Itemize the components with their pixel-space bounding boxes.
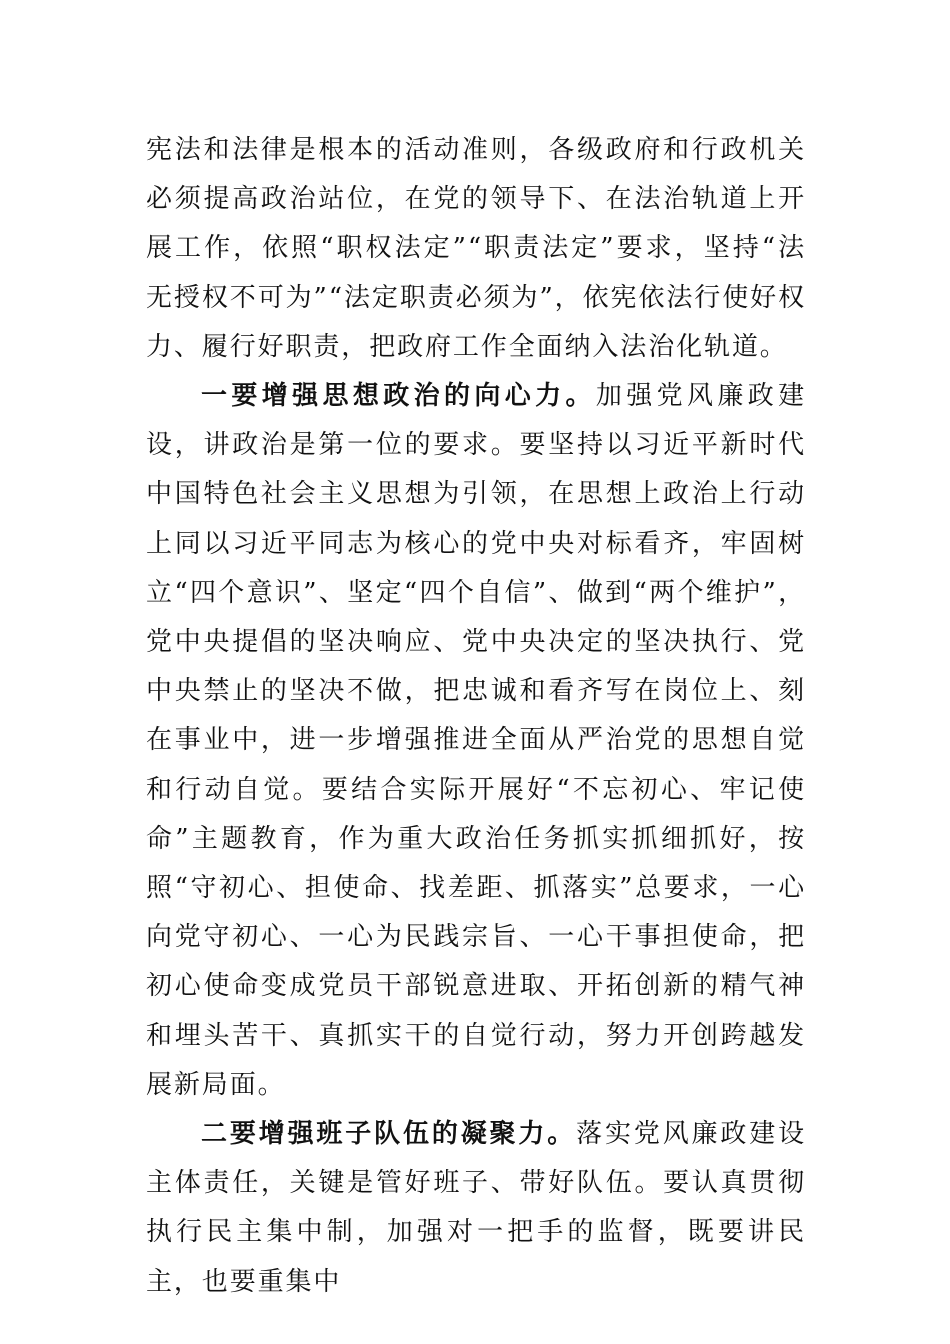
body-text	[146, 126, 806, 1307]
paragraph-text: 加强党风廉政建设，讲政治是第一位的要求。要坚持以习近平新时代中国特色社会主义思想为引领，在思想上政治上行动上同以习近平同志为核心的党中央对标看齐，牢固树立“四个意识”、坚定“四个自信”、做到“两个维护”，党中央提倡的坚决响应、党中央决定的坚决执行、党中央禁止的坚决不做，把忠诚和看齐写在岗位上、刻在事业中，进一步增强推进全面从严治党的思想自觉和行动自觉。要结合实际开展好“不忘初心、牢记使命”主题教育，作为重大政治任务抓实抓细抓好，按照“守初心、担使命、找差距、抓落实”总要求，一心向党守初心、一心为民践宗旨、一心干事担使命，把初心使命变成党员干部锐意进取、开拓创新的精气神和埋头苦干、真抓实干的自觉行动，努力开创跨越发展新局面。	[146, 381, 806, 1100]
paragraph-lead-heading: 一要增强思想政治的向心力。	[201, 381, 596, 412]
paragraph-continuation	[146, 126, 806, 372]
paragraph-text: 落实党风廉政建设主体责任，关键是管好班子、带好队伍。要认真贯彻执行民主集中制，加强对一把手的监督，既要讲民主，也要重集中	[146, 1119, 807, 1297]
paragraph-team-cohesion	[146, 1110, 806, 1307]
paragraph-political-thought	[146, 372, 806, 1110]
paragraph-text: 宪法和法律是根本的活动准则，各级政府和行政机关必须提高政治站位，在党的领导下、在法治轨道上开展工作，依照“职权法定”“职责法定”要求，坚持“法无授权不可为”“法定职责必须为”，依宪依法行使好权力、履行好职责，把政府工作全面纳入法治化轨道。	[146, 135, 806, 362]
paragraph-lead-heading: 二要增强班子队伍的凝聚力。	[201, 1119, 577, 1150]
